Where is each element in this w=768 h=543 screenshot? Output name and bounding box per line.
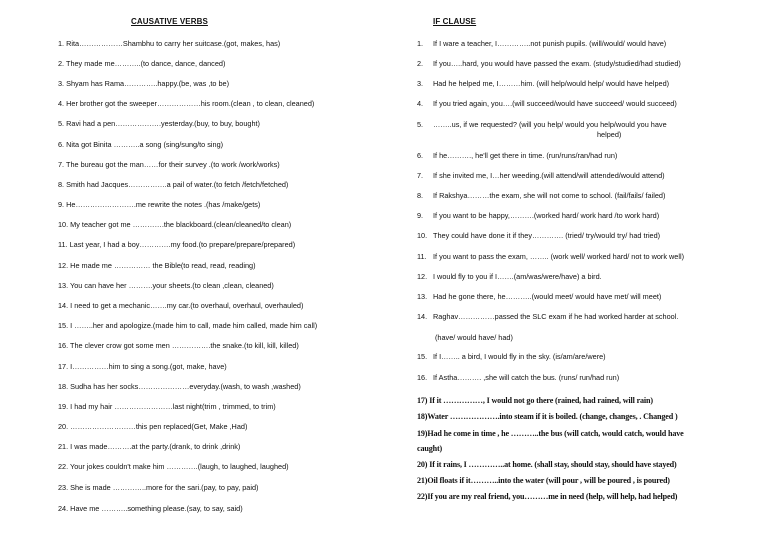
item-number: 14. (417, 312, 428, 321)
item-number: 16. (417, 373, 428, 382)
if-clause-item (417, 292, 661, 301)
if-clause-item (417, 373, 619, 382)
if-clause-serif-item: caught) (417, 444, 443, 453)
item-number: 1. (417, 39, 424, 48)
item-number: 11. (417, 252, 427, 261)
item-text: If you want to be happy,……….(worked hard/ work hard /to work hard) (433, 211, 660, 220)
causative-item: 4. Her brother got the sweeper………………his room.(clean , to clean, cleaned) (58, 99, 315, 108)
item-number: 15. (417, 352, 428, 361)
item-text: If she invited me, I…her weeding.(will attend/will attended/would attend) (433, 171, 665, 180)
item-text: If I ware a teacher, I…………..not punish pupils. (will/would/ would have) (433, 39, 667, 48)
if-clause-item (417, 171, 665, 180)
causative-item: 21. I was made……….at the party.(drank, to drink ,drink) (58, 442, 241, 451)
if-clause-serif-item: 20) If it rains, I …………..at home. (shall stay, should stay, should have stayed) (417, 460, 677, 469)
if-clause-item-continuation: helped) (597, 130, 622, 139)
if-clause-item (417, 272, 602, 281)
causative-item: 8. Smith had Jacques…………….a pail of water.(to fetch /fetch/fetched) (58, 180, 289, 189)
if-clause-item (417, 191, 665, 200)
item-text: Raghav……………passed the SLC exam if he had worked harder at school. (433, 312, 679, 321)
item-number: 4. (417, 99, 424, 108)
if-clause-item-continuation: (have/ would have/ had) (435, 333, 513, 342)
causative-item: 1. Rita………………Shambhu to carry her suitcase.(got, makes, has) (58, 39, 281, 48)
causative-item: 6. Nita got Binita ………..a song (sing/sung/to sing) (58, 140, 224, 149)
if-clause-item (417, 59, 681, 68)
item-text: They could have done it if they…………. (tried/ try/would try/ had tried) (433, 231, 661, 240)
item-number: 3. (417, 79, 424, 88)
if-clause-serif-item: 22)If you are my real friend, you………me in need (help, will help, had helped) (417, 492, 678, 501)
item-number: 6. (417, 151, 424, 160)
item-text: If you…..hard, you would have passed the exam. (study/studied/had studied) (433, 59, 681, 68)
if-clause-serif-item: 17) If it ……………, I would not go there (rained, had rained, will rain) (417, 396, 653, 405)
if-clause-item (417, 312, 678, 321)
item-number: 8. (417, 191, 424, 200)
causative-item: 14. I need to get a mechanic…….my car.(to overhaul, overhaul, overhauled) (58, 301, 304, 310)
causative-verbs-heading: CAUSATIVE VERBS (131, 17, 208, 26)
item-text: If Rakshya………the exam, she will not come to school. (fail/fails/ failed) (433, 191, 666, 200)
if-clause-item (417, 151, 617, 160)
item-text: Had he helped me, I………him. (will help/would help/ would have helped) (433, 79, 670, 88)
if-clause-item (417, 39, 666, 48)
item-text: If you want to pass the exam, …….. (work well/ worked hard/ not to work well) (433, 252, 685, 261)
causative-item: 17. I……………him to sing a song.(got, make, have) (58, 362, 227, 371)
causative-item: 13. You can have her ……….your sheets.(to clean ,clean, cleaned) (58, 281, 274, 290)
item-number: 5. (417, 120, 424, 129)
if-clause-serif-item: 21)Oil floats if it………..into the water (will pour , will be poured , is poured) (417, 476, 670, 485)
causative-item: 9. He…………………….me rewrite the notes .(has /make/gets) (58, 200, 261, 209)
causative-item: 10. My teacher got me ………….the blackboard.(clean/cleaned/to clean) (58, 220, 292, 229)
item-number: 2. (417, 59, 424, 68)
item-number: 10. (417, 231, 428, 240)
if-clause-item (417, 211, 659, 220)
causative-item: 16. The clever crow got some men …………….the snake.(to kill, kill, killed) (58, 341, 299, 350)
item-number: 9. (417, 211, 424, 220)
causative-item: 15. I ……..her and apologize.(made him to call, made him called, made him call) (58, 321, 318, 330)
causative-item: 7. The bureau got the man……for their survey .(to work /work/works) (58, 160, 280, 169)
item-number: 12. (417, 272, 428, 281)
if-clause-item (417, 99, 677, 108)
item-number: 7. (417, 171, 424, 180)
causative-item: 5. Ravi had a pen……………….yesterday.(buy, to buy, bought) (58, 119, 260, 128)
item-text: If I…….. a bird, I would fly in the sky. (is/am/are/were) (433, 352, 606, 361)
item-text: ……..us, if we requested? (will you help/ would you help/would you have (433, 120, 667, 129)
causative-item: 19. I had my hair ……………………last night(trim , trimmed, to trim) (58, 402, 276, 411)
item-text: If he………., he'll get there in time. (run/runs/ran/had run) (433, 151, 618, 160)
if-clause-item (417, 231, 660, 240)
item-number: 13. (417, 292, 428, 301)
causative-item: 23. She is made …………..more for the sari.(pay, to pay, paid) (58, 483, 259, 492)
causative-item: 20. ………………………this pen replaced(Get, Make ,Had) (58, 422, 248, 431)
causative-item: 3. Shyam has Rama…………..happy.(be, was ,to be) (58, 79, 230, 88)
if-clause-serif-item: 19)Had he come in time , he ………..the bus (will catch, would catch, would have (417, 429, 684, 438)
causative-item: 11. Last year, I had a boy………….my food.(to prepare/prepare/prepared) (58, 240, 296, 249)
if-clause-item (417, 120, 667, 129)
if-clause-serif-item: 18)Water ……………….into steam if it is boiled. (change, changes, . Changed ) (417, 412, 678, 421)
if-clause-item (417, 79, 669, 88)
if-clause-item (417, 352, 606, 361)
causative-item: 22. Your jokes couldn't make him ………….(laugh, to laughed, laughed) (58, 462, 289, 471)
item-text: If Astha………. ,she will catch the bus. (runs/ run/had run) (433, 373, 620, 382)
item-text: I would fly to you if I…….(am/was/were/have) a bird. (433, 272, 602, 281)
item-text: Had he gone there, he………..(would meet/ would have met/ will meet) (433, 292, 662, 301)
causative-item: 18. Sudha has her socks…………………everyday.(wash, to wash ,washed) (58, 382, 301, 391)
item-text: If you tried again, you….(will succeed/would have succeed/ would succeed) (433, 99, 677, 108)
if-clause-item (417, 252, 684, 261)
causative-item: 2. They made me………..(to dance, dance, danced) (58, 59, 226, 68)
causative-item: 24. Have me ………..something please.(say, to say, said) (58, 504, 243, 513)
causative-item: 12. He made me …………… the Bible(to read, read, reading) (58, 261, 256, 270)
if-clause-heading: IF CLAUSE (433, 17, 477, 26)
